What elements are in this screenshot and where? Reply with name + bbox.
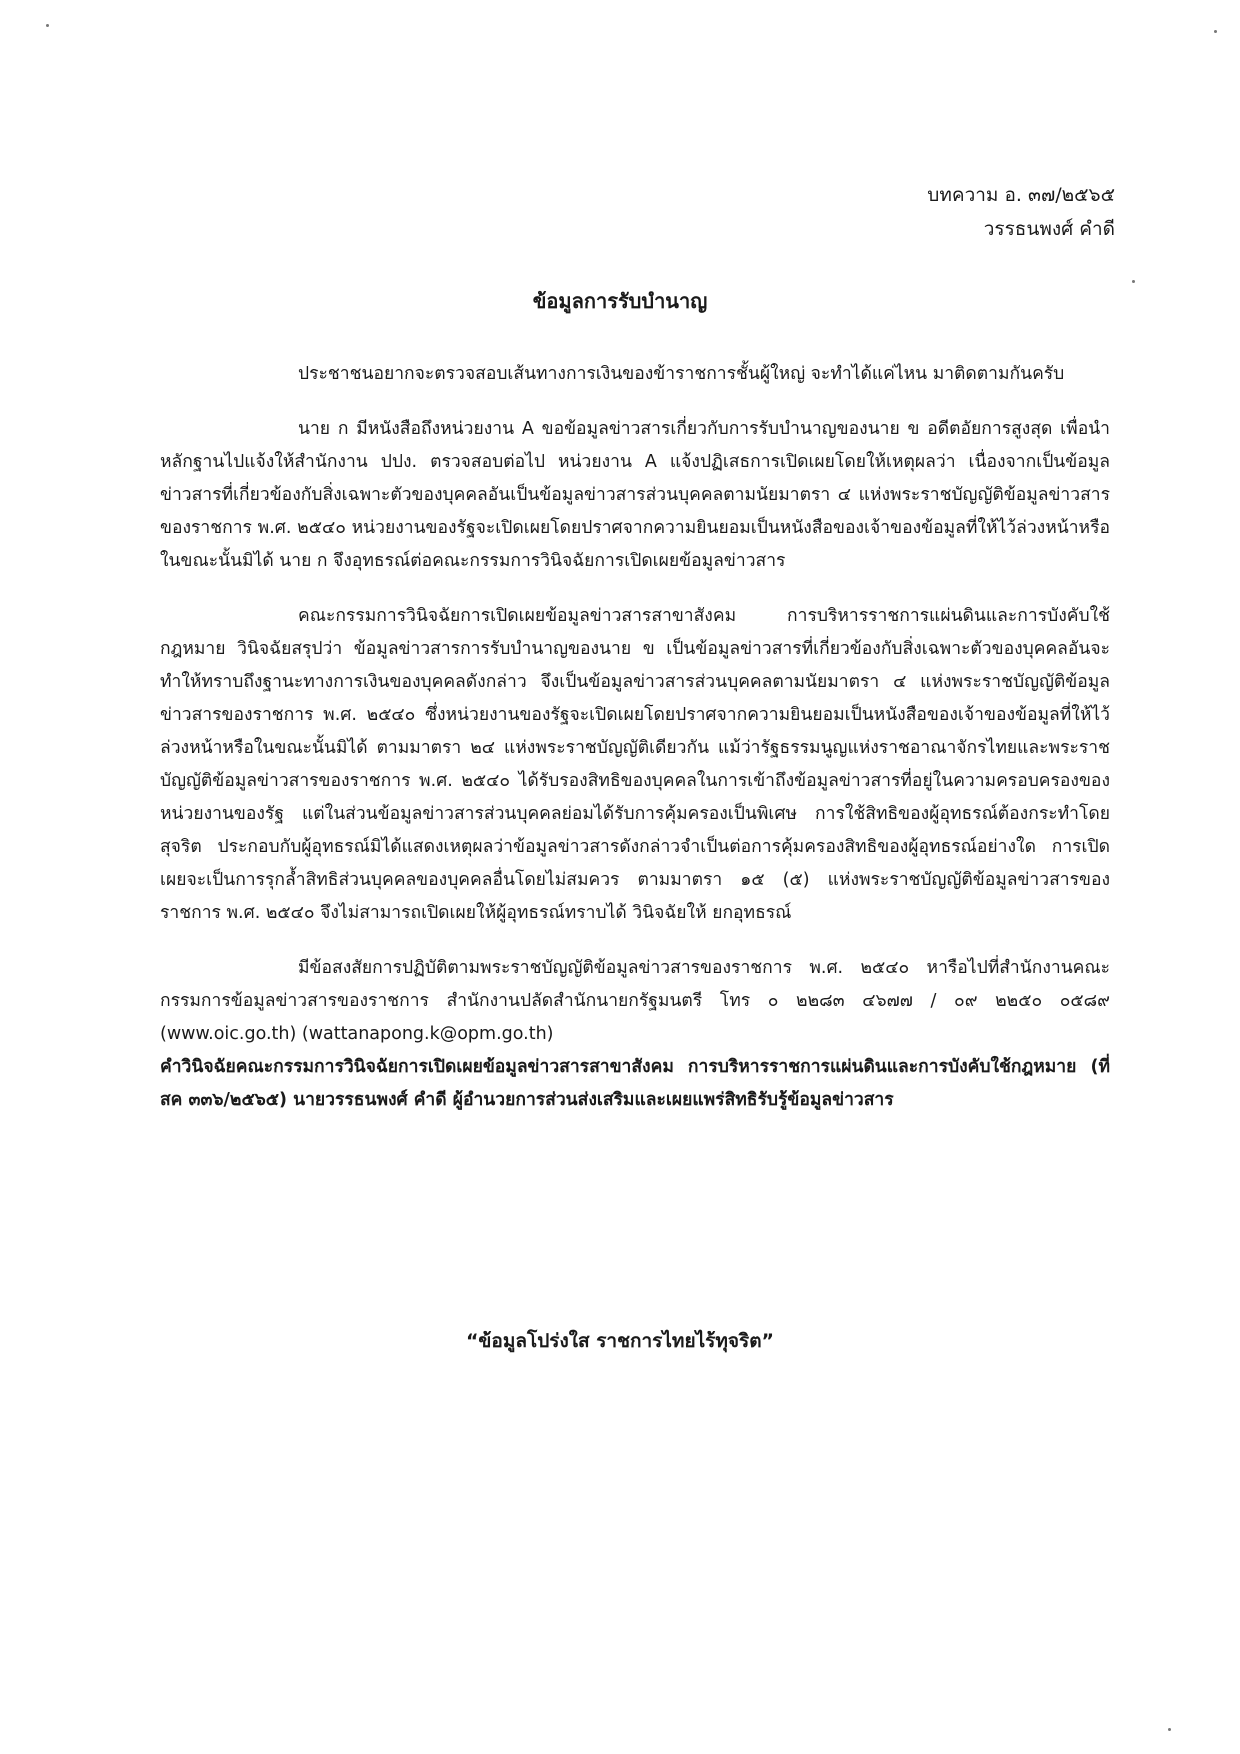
- scan-speck: [1214, 30, 1217, 33]
- facts-paragraph: นาย ก มีหนังสือถึงหน่วยงาน A ขอข้อมูลข่าวสารเกี่ยวกับการรับบำนาญของนาย ข อดีตอัยการสูงสุด เพื่อนำหลักฐานไปแจ้งให้สำนักงาน ปปง. ตรวจสอบต่อไป หน่วยงาน A แจ้งปฏิเสธการเปิดเผยโดยให้เหตุผลว่า เนื่องจากเป็นข้อมูลข่าวสารที่เกี่ยวข้องกับสิ่งเฉพาะตัวของบุคคลอันเป็นข้อมูลข่าวสารส่วนบุคคลตามนัยมาตรา ๔ แห่งพระราชบัญญัติข้อมูลข่าวสารของราชการ พ.ศ. ๒๕๔๐ หน่วยงานของรัฐจะเปิดเผยโดยปราศจากความยินยอมเป็นหนังสือของเจ้าของข้อมูลที่ให้ไว้ล่วงหน้าหรือในขณะนั้นมิได้ นาย ก จึงอุทธรณ์ต่อคณะกรรมการวินิจฉัยการเปิดเผยข้อมูลข่าวสาร: [160, 419, 1110, 571]
- document-header: [927, 178, 1115, 246]
- contact-paragraph: มีข้อสงสัยการปฏิบัติตามพระราชบัญญัติข้อมูลข่าวสารของราชการ พ.ศ. ๒๕๔๐ หารือไปที่สำนักงานคณะกรรมการข้อมูลข่าวสารของราชการ สำนักงานปลัดสำนักนายกรัฐมนตรี โทร ๐ ๒๒๘๓ ๔๖๗๗ / ๐๙ ๒๒๕๐ ๐๕๘๙ (www.oic.go.th) (wattanapong.k@opm.go.th): [160, 958, 1110, 1044]
- document-body: [160, 358, 1110, 1117]
- scan-speck: [1132, 280, 1135, 283]
- scan-speck: [1168, 1728, 1171, 1731]
- scan-speck: [46, 24, 49, 27]
- author-name: วรรธนพงศ์ คำดี: [983, 218, 1115, 240]
- intro-paragraph: ประชาชนอยากจะตรวจสอบเส้นทางการเงินของข้าราชการชั้นผู้ใหญ่ จะทำได้แค่ไหน มาติดตามกันครับ: [298, 364, 1065, 384]
- article-number: บทความ อ. ๓๗/๒๕๖๕: [927, 184, 1115, 206]
- slogan: “ข้อมูลโปร่งใส ราชการไทยไร้ทุจริต”: [465, 1330, 775, 1352]
- ruling-paragraph: คณะกรรมการวินิจฉัยการเปิดเผยข้อมูลข่าวสารสาขาสังคม การบริหารราชการแผ่นดินและการบังคับใช้กฎหมาย วินิจฉัยสรุปว่า ข้อมูลข่าวสารการรับบำนาญของนาย ข เป็นข้อมูลข่าวสารที่เกี่ยวข้องกับสิ่งเฉพาะตัวของบุคคลอันจะทำให้ทราบถึงฐานะทางการเงินของบุคคลดังกล่าว จึงเป็นข้อมูลข่าวสารส่วนบุคคลตามนัยมาตรา ๔ แห่งพระราชบัญญัติข้อมูลข่าวสารของราชการ พ.ศ. ๒๕๔๐ ซึ่งหน่วยงานของรัฐจะเปิดเผยโดยปราศจากความยินยอมเป็นหนังสือของเจ้าของข้อมูลที่ให้ไว้ล่วงหน้าหรือในขณะนั้นมิได้ ตามมาตรา ๒๔ แห่งพระราชบัญญัติเดียวกัน แม้ว่ารัฐธรรมนูญแห่งราชอาณาจักรไทยและพระราชบัญญัติข้อมูลข่าวสารของราชการ พ.ศ. ๒๕๔๐ ได้รับรองสิทธิของบุคคลในการเข้าถึงข้อมูลข่าวสารที่อยู่ในความครอบครองของหน่วยงานของรัฐ แต่ในส่วนข้อมูลข่าวสารส่วนบุคคลย่อมได้รับการคุ้มครองเป็นพิเศษ การใช้สิทธิของผู้อุทธรณ์ต้องกระทำโดยสุจริต ประกอบกับผู้อุทธรณ์มิได้แสดงเหตุผลว่าข้อมูลข่าวสารดังกล่าวจำเป็นต่อการคุ้มครองสิทธิของผู้อุทธรณ์อย่างใด การเปิดเผยจะเป็นการรุกล้ำสิทธิส่วนบุคคลของบุคคลอื่นโดยไม่สมควร ตามมาตรา ๑๕ (๕) แห่งพระราชบัญญัติข้อมูลข่าวสารของราชการ พ.ศ. ๒๕๔๐ จึงไม่สามารถเปิดเผยให้ผู้อุทธรณ์ทราบได้ วินิจฉัยให้ ยกอุทธรณ์: [160, 606, 1110, 923]
- document-title: ข้อมูลการรับบำนาญ: [532, 289, 708, 313]
- conclusion-paragraph: คำวินิจฉัยคณะกรรมการวินิจฉัยการเปิดเผยข้อมูลข่าวสารสาขาสังคม การบริหารราชการแผ่นดินและการบังคับใช้กฎหมาย (ที่ สค ๓๓๖/๒๕๖๕) นายวรรธนพงศ์ คำดี ผู้อำนวยการส่วนส่งเสริมและเผยแพร่สิทธิรับรู้ข้อมูลข่าวสาร: [160, 1057, 1110, 1110]
